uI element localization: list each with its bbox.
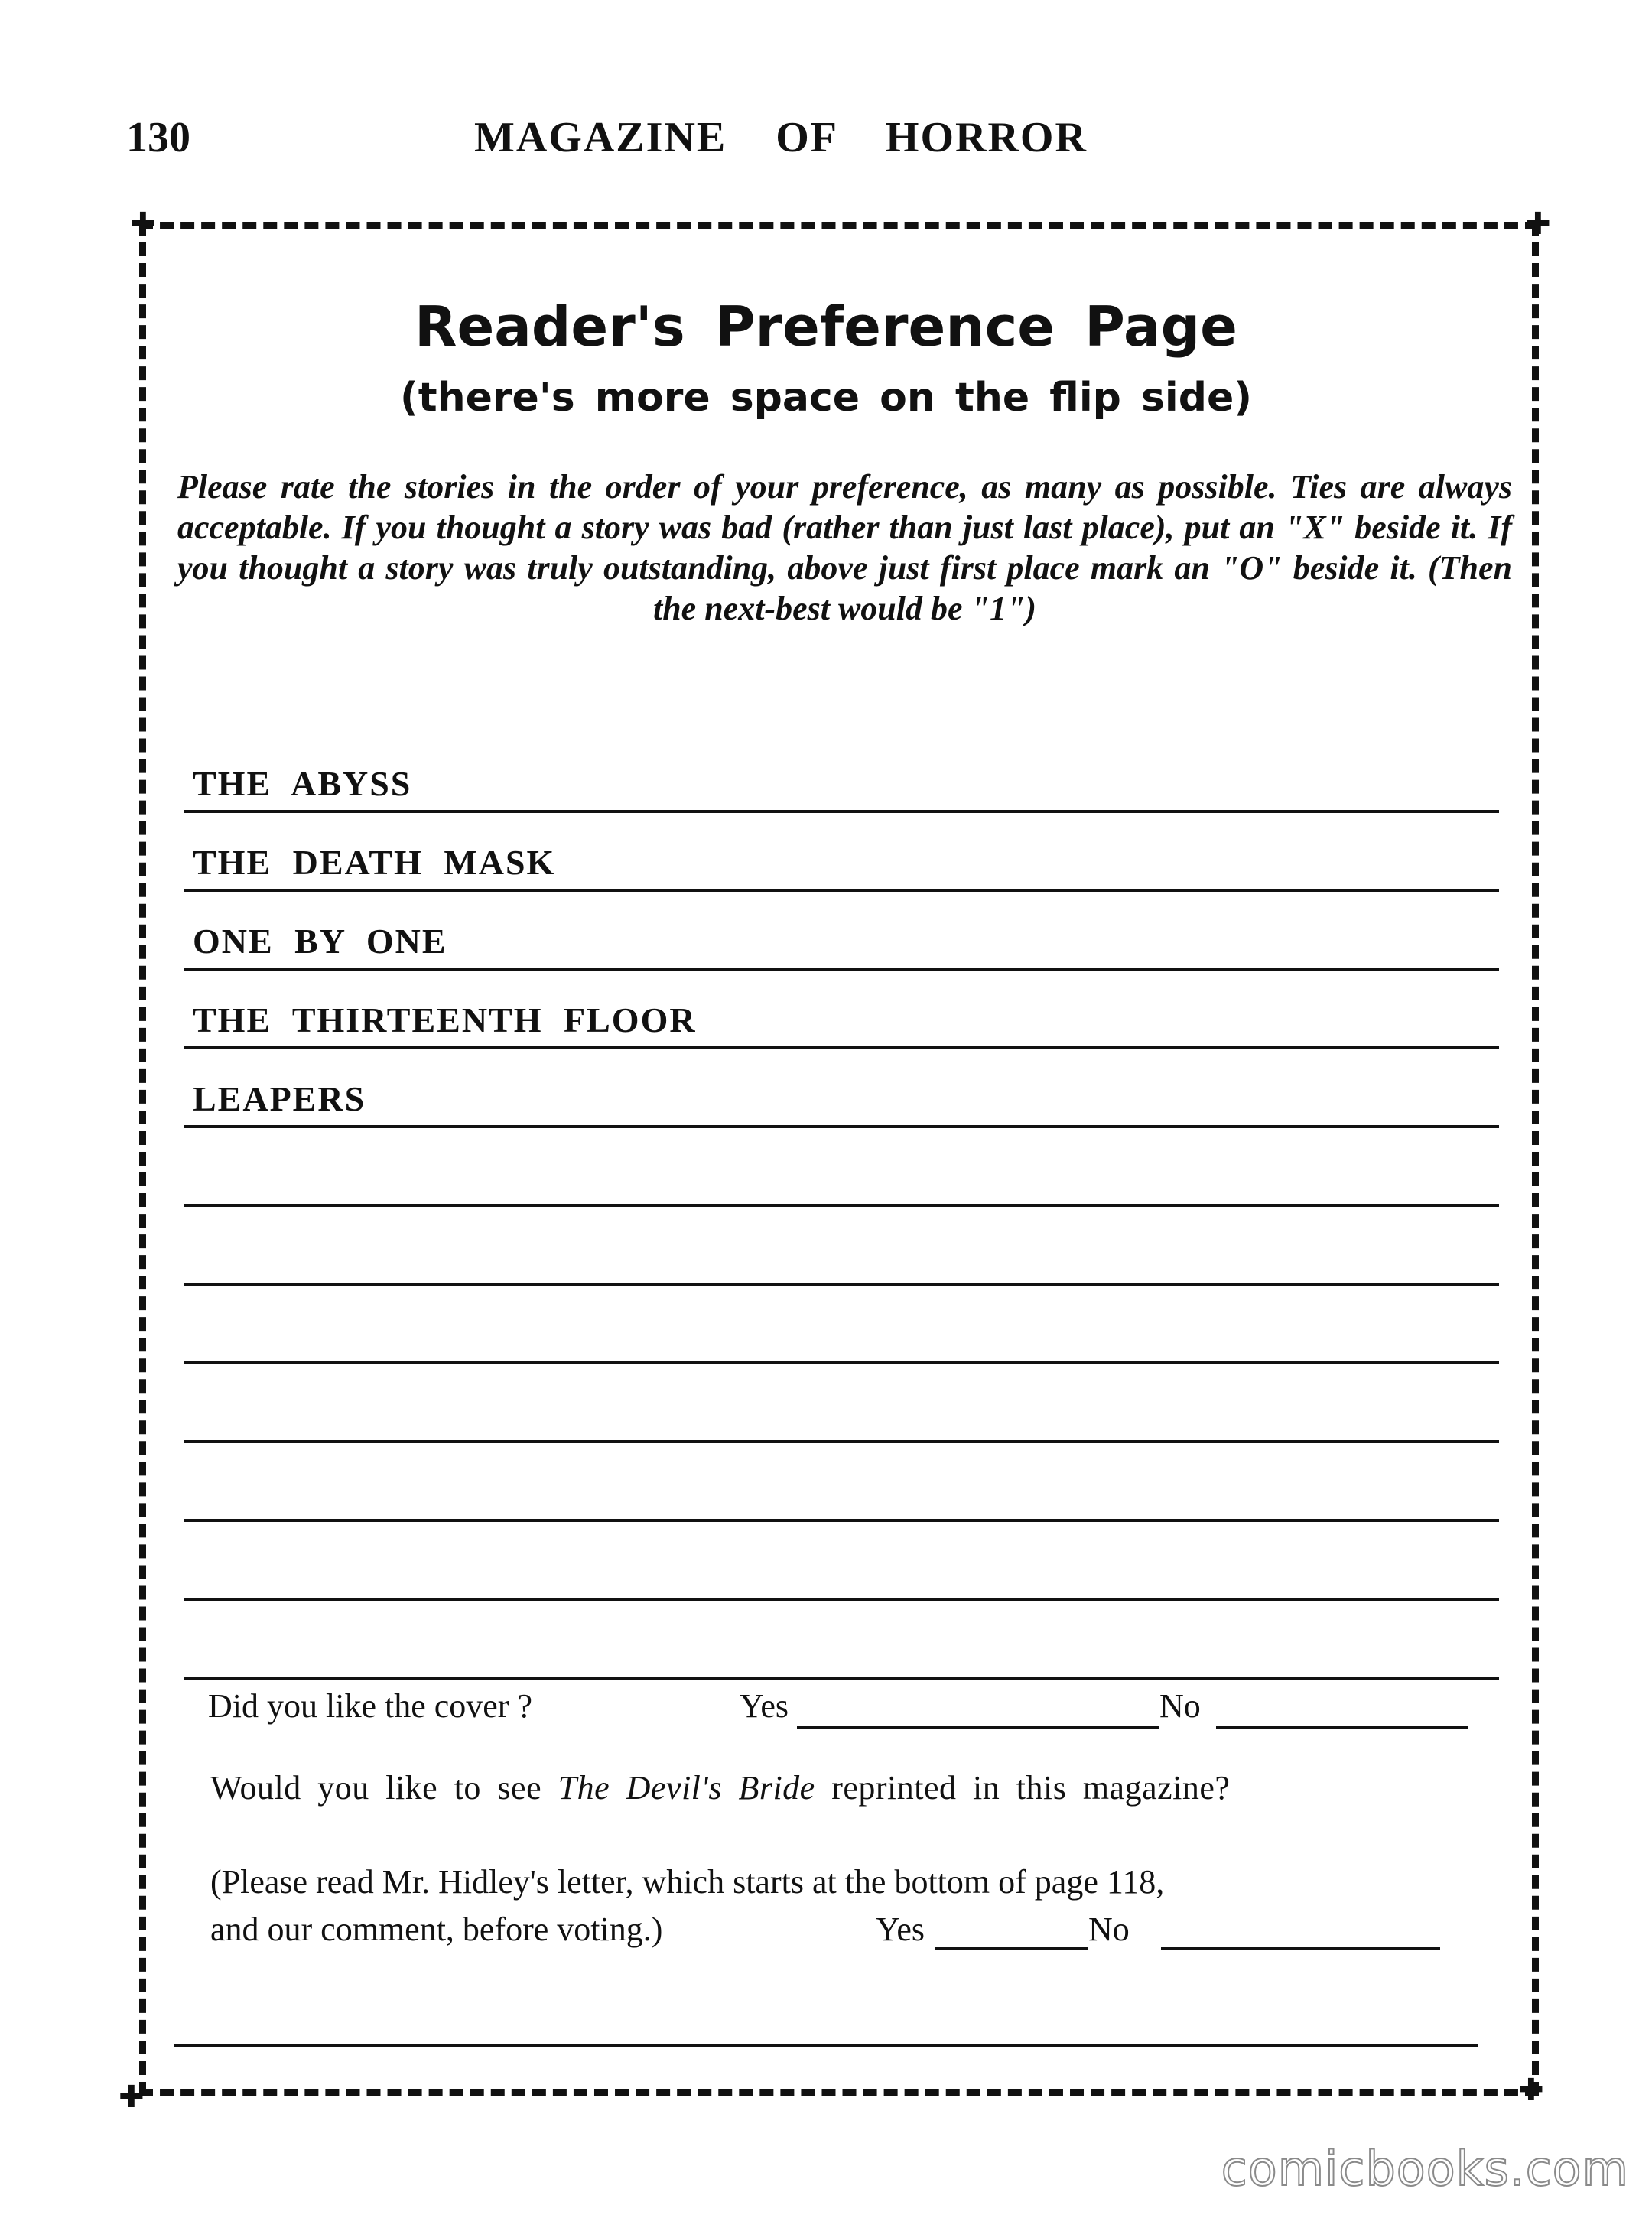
form-subtitle: (there's more space on the flip side): [400, 375, 1252, 421]
running-title: MAGAZINE OF HORROR: [474, 114, 1088, 161]
story-title: ONE BY ONE: [193, 922, 447, 961]
form-instructions: Please rate the stories in the order of your preference, as many as possible. Ties are always acceptable. If you thought a story was bad (rather than just last place), put an "X" beside it. If you thought a story was truly outstanding, above just first place mark an "O" beside it. (Then the next-best would be "1"): [177, 468, 1512, 627]
note-line-2: and our comment, before voting.): [210, 1911, 663, 1948]
form-title: Reader's Preference Page: [415, 294, 1237, 359]
blank-row[interactable]: [184, 1364, 1499, 1443]
cover-question: [208, 1686, 1485, 1732]
yes-label: Yes: [876, 1911, 925, 1948]
blank-row[interactable]: [184, 1128, 1499, 1207]
watermark: comicbooks.com: [1221, 2141, 1629, 2197]
corner-ornament-icon: ✚: [1518, 2073, 1544, 2108]
blank-row[interactable]: [184, 1601, 1499, 1680]
no-label: No: [1088, 1911, 1130, 1948]
story-title: THE THIRTEENTH FLOOR: [193, 1000, 697, 1039]
story-title: THE DEATH MASK: [193, 843, 556, 882]
story-row[interactable]: [184, 734, 1499, 813]
reprint-question-text: Would you like to see: [210, 1769, 542, 1807]
cover-question-text: Did you like the cover ?: [208, 1687, 532, 1725]
story-row[interactable]: [184, 971, 1499, 1049]
story-rating-list: [184, 734, 1499, 1680]
reprint-question-text-end: reprinted in this magazine?: [831, 1769, 1231, 1807]
story-row[interactable]: [184, 813, 1499, 892]
no-label: No: [1159, 1687, 1201, 1725]
corner-ornament-icon: ✚: [119, 2080, 145, 2115]
corner-ornament-icon: ✚: [130, 207, 156, 242]
book-title: The Devil's Bride: [558, 1769, 815, 1807]
cover-no-field[interactable]: [1216, 1726, 1468, 1729]
page-header: [126, 113, 1151, 167]
corner-ornament-icon: ✚: [1525, 207, 1551, 242]
reprint-question: [210, 1768, 1488, 1807]
story-title: THE ABYSS: [193, 764, 412, 803]
blank-row[interactable]: [184, 1207, 1499, 1286]
story-title: LEAPERS: [193, 1079, 366, 1118]
story-row[interactable]: [184, 1049, 1499, 1128]
cover-yes-field[interactable]: [797, 1726, 1159, 1729]
note-line-2-container: [210, 1906, 1488, 1953]
note-line-1: (Please read Mr. Hidley's letter, which starts at the bottom of page 118,: [210, 1863, 1165, 1901]
yes-label: Yes: [740, 1687, 789, 1725]
page-number: 130: [126, 114, 190, 161]
blank-row[interactable]: [184, 1522, 1499, 1601]
story-row[interactable]: [184, 892, 1499, 971]
reprint-yes-field[interactable]: [935, 1947, 1088, 1950]
comment-line[interactable]: [174, 2044, 1478, 2047]
blank-row[interactable]: [184, 1286, 1499, 1364]
blank-row[interactable]: [184, 1443, 1499, 1522]
reprint-no-field[interactable]: [1161, 1947, 1440, 1950]
note-question: [210, 1859, 1488, 1953]
